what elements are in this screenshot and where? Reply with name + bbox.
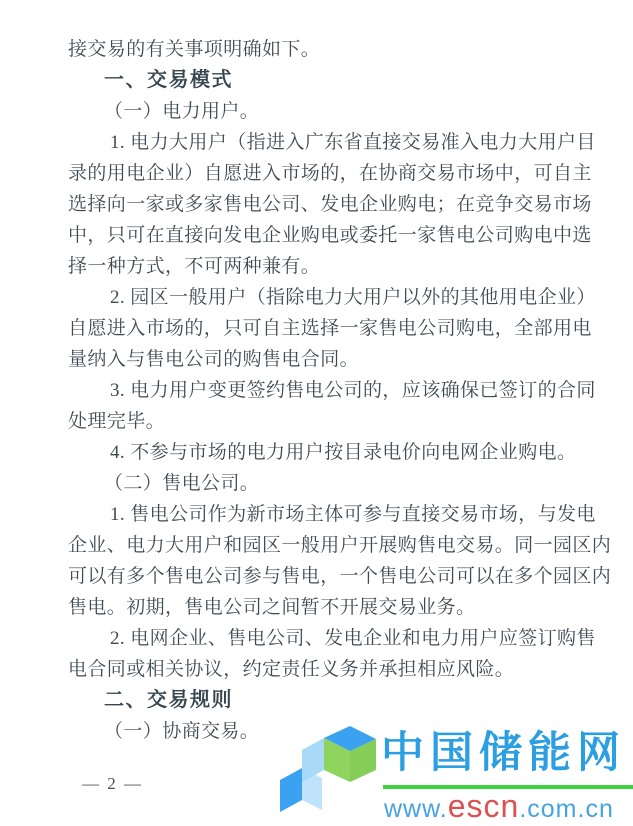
section-heading: 一、交易模式 xyxy=(104,69,233,91)
document-line: 中，只可在直接向发电企业购电或委托一家售电公司购电中选 xyxy=(68,225,592,246)
watermark-site-name: 中国储能网 xyxy=(381,730,626,777)
document-line: 4. 不参与市场的电力用户按目录电价向电网企业购电。 xyxy=(110,442,577,463)
document-line: 可以有多个售电公司参与售电，一个售电公司可以在多个园区内 xyxy=(68,566,612,587)
document-line: 录的用电企业）自愿进入市场的，在协商交易市场中，可自主 xyxy=(68,163,592,184)
page-number: — 2 — xyxy=(82,774,143,793)
document-line: 接交易的有关事项明确如下。 xyxy=(68,39,321,60)
section-heading: 二、交易规则 xyxy=(104,689,233,711)
document-line: 电合同或相关协议，约定责任义务并承担相应风险。 xyxy=(68,659,515,680)
escn-logo-cubes-icon xyxy=(280,722,384,818)
document-body xyxy=(68,34,612,747)
document-line: （一）协商交易。 xyxy=(104,721,260,742)
document-line: 量纳入与售电公司的购售电合同。 xyxy=(68,349,360,370)
url-tld-segment: .com.cn xyxy=(519,795,614,823)
watermark-url xyxy=(384,788,614,825)
document-line: 自愿进入市场的，只可自主选择一家售电公司购电，全部用电 xyxy=(68,318,592,339)
document-line: 1. 售电公司作为新市场主体可参与直接交易市场，与发电 xyxy=(110,504,596,525)
document-line: 选择向一家或多家售电公司、发电企业购电；在竞争交易市场 xyxy=(68,194,592,215)
document-line: 售电。初期，售电公司之间暂不开展交易业务。 xyxy=(68,597,476,618)
document-line: （一）电力用户。 xyxy=(104,101,260,122)
document-line: 3. 电力用户变更签约售电公司的，应该确保已签订的合同 xyxy=(110,380,596,401)
document-line: 2. 园区一般用户（指除电力大用户以外的其他用电企业） xyxy=(110,287,596,308)
document-line: 处理完毕。 xyxy=(68,411,166,432)
document-line: 择一种方式，不可两种兼有。 xyxy=(68,256,321,277)
document-line: 1. 电力大用户（指进入广东省直接交易准入电力大用户目 xyxy=(110,132,596,153)
document-line: 企业、电力大用户和园区一般用户开展购售电交易。同一园区内 xyxy=(68,535,612,556)
escn-watermark xyxy=(280,716,633,826)
document-line: 2. 电网企业、售电公司、发电企业和电力用户应签订购售 xyxy=(110,628,596,649)
url-www-segment: www. xyxy=(384,795,448,823)
url-escn-segment: escn xyxy=(447,788,520,824)
document-line: （二）售电公司。 xyxy=(104,473,260,494)
